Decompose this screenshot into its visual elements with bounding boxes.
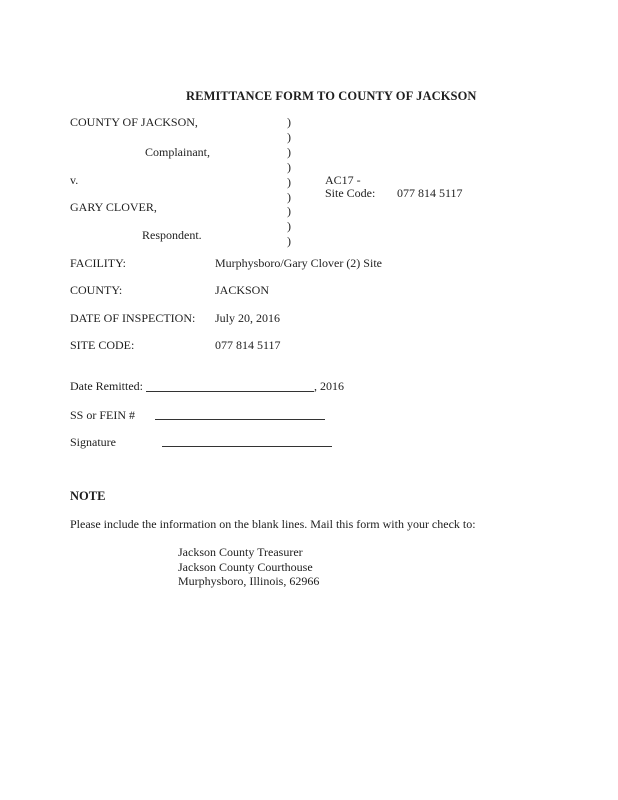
address-line-1: Jackson County Treasurer	[178, 545, 303, 559]
versus-text: v.	[70, 173, 79, 187]
site-code-value: 077 814 5117	[215, 338, 281, 352]
plaintiff-name: COUNTY OF JACKSON,	[70, 115, 198, 129]
facility-value: Murphysboro/Gary Clover (2) Site	[215, 256, 382, 270]
case-number: AC17 -	[325, 173, 361, 187]
paren: )	[287, 174, 291, 189]
paren: )	[287, 219, 291, 234]
county-label: COUNTY:	[70, 283, 123, 297]
caption-parentheses	[287, 115, 291, 249]
paren: )	[287, 129, 291, 144]
date-remitted-blank[interactable]	[146, 391, 314, 392]
date-remitted-year: , 2016	[314, 379, 344, 393]
plaintiff-role: Complainant,	[145, 145, 210, 159]
fein-label: SS or FEIN #	[70, 408, 136, 422]
form-title: REMITTANCE FORM TO COUNTY OF JACKSON	[186, 89, 477, 103]
caption-site-code-value: 077 814 5117	[397, 186, 463, 200]
paren: )	[287, 144, 291, 159]
signature-label: Signature	[70, 435, 116, 449]
paren: )	[287, 204, 291, 219]
inspection-date-label: DATE OF INSPECTION:	[70, 311, 196, 325]
mailing-address	[178, 545, 319, 589]
paren: )	[287, 159, 291, 174]
signature-blank[interactable]	[162, 446, 332, 447]
defendant-name: GARY CLOVER,	[70, 200, 157, 214]
inspection-date-value: July 20, 2016	[215, 311, 281, 325]
defendant-role: Respondent.	[142, 228, 202, 242]
caption-site-code-label: Site Code:	[325, 186, 376, 200]
note-text: Please include the information on the blank lines. Mail this form with your check to:	[70, 517, 476, 531]
facility-label: FACILITY:	[70, 256, 127, 270]
paren: )	[287, 234, 291, 249]
fein-blank[interactable]	[155, 419, 325, 420]
address-line-2: Jackson County Courthouse	[178, 559, 313, 574]
paren: )	[287, 189, 291, 204]
paren: )	[287, 115, 291, 129]
date-remitted-label: Date Remitted:	[70, 379, 143, 393]
site-code-label: SITE CODE:	[70, 338, 135, 352]
address-line-3: Murphysboro, Illinois, 62966	[178, 574, 320, 588]
note-heading: NOTE	[70, 489, 106, 503]
county-value: JACKSON	[215, 283, 270, 297]
